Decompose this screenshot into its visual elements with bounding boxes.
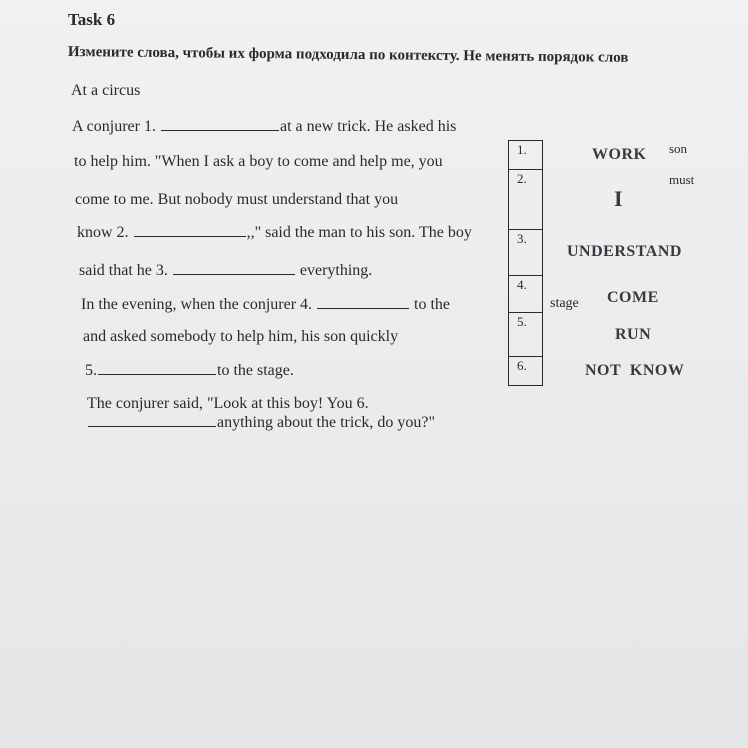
- answer-blank-6[interactable]: [88, 425, 216, 427]
- passage-line-5: [79, 262, 372, 280]
- passage-text: everything.: [299, 262, 373, 279]
- passage-line-2: to help him. "When I ask a boy to come and help me, you: [74, 153, 443, 170]
- keyword-must: must: [669, 172, 695, 187]
- keyword-work: WORK: [592, 146, 647, 163]
- passage-text: ,," said the man to his son. The boy: [246, 224, 472, 241]
- instruction-text: Измените слова, чтобы их форма подходила по контексту. Не менять порядок слов: [67, 44, 629, 66]
- passage-text: A conjurer 1.: [72, 118, 156, 135]
- answer-box-5[interactable]: 5.: [509, 313, 543, 357]
- passage-text: at a new trick. He asked his: [279, 118, 457, 135]
- passage-line-1: [72, 118, 456, 136]
- passage-line-4: [77, 224, 472, 242]
- task-title: Task 6: [68, 10, 116, 29]
- answer-blank-4[interactable]: [317, 307, 409, 309]
- keyword-stage: stage: [550, 296, 579, 311]
- answer-box-3[interactable]: 3.: [509, 230, 543, 276]
- passage-line-9: The conjurer said, "Look at this boy! You 6.: [87, 395, 369, 412]
- text-subtitle: At a circus: [71, 82, 141, 99]
- passage-text: In the evening, when the conjurer 4.: [81, 296, 313, 313]
- answer-box-4[interactable]: 4.: [509, 276, 543, 313]
- keyword-not-know: NOT KNOW: [585, 362, 685, 379]
- answer-box-6[interactable]: 6.: [509, 357, 543, 386]
- passage-text: to the: [414, 296, 451, 313]
- passage-line-6: [81, 296, 450, 314]
- passage-text: know 2.: [77, 224, 129, 241]
- passage-line-8: [85, 362, 294, 380]
- answer-blank-2[interactable]: [134, 235, 246, 237]
- answer-box-column: [508, 140, 543, 386]
- answer-box-2[interactable]: 2.: [509, 170, 543, 230]
- passage-text: to the stage.: [217, 362, 294, 379]
- passage-line-10: [87, 414, 435, 432]
- answer-blank-3[interactable]: [173, 273, 295, 275]
- passage-text: said that he 3.: [79, 262, 168, 279]
- keyword-i: I: [614, 186, 624, 211]
- answer-box-1[interactable]: 1.: [509, 141, 543, 170]
- answer-blank-1[interactable]: [161, 129, 279, 131]
- keyword-son: son: [669, 141, 688, 156]
- passage-line-7: and asked somebody to help him, his son quickly: [83, 328, 399, 345]
- answer-blank-5[interactable]: [98, 373, 216, 375]
- passage-text: anything about the trick, do you?": [217, 414, 436, 431]
- passage-line-3: come to me. But nobody must understand that you: [75, 191, 399, 208]
- keyword-run: RUN: [615, 326, 652, 343]
- passage-text: 5.: [85, 362, 97, 379]
- keyword-understand: UNDERSTAND: [567, 243, 682, 260]
- keyword-come: COME: [607, 289, 659, 306]
